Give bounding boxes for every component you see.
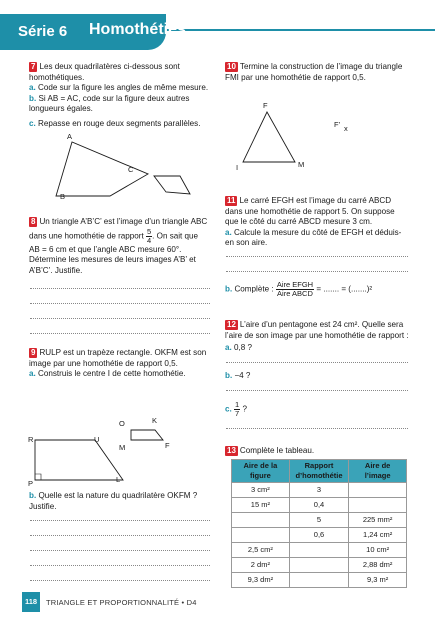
answer-line[interactable] [226,362,408,363]
ex12-b-text: −4 ? [234,371,251,380]
ratio-fraction: $\frac{5}{4}$ [147,226,152,245]
ex12-a-text: 0,8 ? [234,343,253,353]
answer-line[interactable] [30,318,210,319]
table-row [232,482,407,497]
table-header: Rapport d’homothétie [289,460,349,483]
table-cell[interactable]: 2,88 dm² [349,557,407,572]
ex9-intro: RULP est un trapèze rectangle. OKFM est son image par une homothétie de rapport 0,5. [29,348,207,368]
ex12-text: L’aire d’un pentagone est 24 cm². Quelle sera l’aire de son image par une homothétie de rapport : [225,320,409,340]
ex8-line5: A’B’C’. Justifie. [29,265,83,275]
table-cell[interactable]: 9,3 dm² [232,572,290,587]
exercise-13 [225,446,314,457]
ex7-b-text: Si AB = AC, code sur la figure deux autres longueurs égales. [29,93,190,114]
table-cell[interactable]: 1,24 cm² [349,527,407,542]
table-row [232,572,407,587]
answer-line[interactable] [30,288,210,289]
point-x-mark: x [344,124,348,133]
table-cell[interactable] [349,497,407,512]
exercise-number: 13 [227,446,236,455]
ex7-a-text: Code sur la figure les angles de même mesure. [38,83,209,93]
ex9-b-label: b. [29,491,37,500]
ex11-text: Le carré EFGH est l’image du carré ABCD dans une homothétie de rapport 5. On suppose que le côté du carré ABCD mesure 3 cm. [225,196,395,227]
answer-line[interactable] [226,256,408,257]
ex9-a-label: a. [29,369,36,379]
header-rule [166,29,435,31]
ex10-figure [225,100,415,180]
ex7-c-label: c. [29,118,36,128]
point-K-label: K [152,416,158,425]
ex12-b-label: b. [225,371,233,380]
page-title: Homothéties [89,21,186,38]
answer-line[interactable] [226,390,408,391]
table-cell[interactable]: 3 [289,482,349,497]
ex12-c-tail: ? [242,404,247,414]
ex11-b-text: Complète : [234,284,274,294]
ex11-a-label: a. [225,227,232,237]
page-number: 118 [22,592,40,612]
table-cell[interactable] [289,542,349,557]
ex7-a-label: a. [29,83,36,93]
table-cell[interactable] [232,512,290,527]
table-header: Aire de l’image [349,460,407,483]
exercise-number: 11 [227,196,236,205]
point-P-label: P [28,479,34,488]
exercise-number: 12 [227,320,236,329]
table-cell[interactable]: 10 cm² [349,542,407,557]
table-cell[interactable]: 2 dm² [232,557,290,572]
ex9-b-text: Quelle est la nature du quadrilatère OKFM ? Justifie. [29,491,198,511]
point-M-label: M [298,160,305,169]
table-cell[interactable]: 9,3 m² [349,572,407,587]
area-ratio-fraction: $\frac{\text{Aire EFGH}}{\text{Aire ABCD}}$ [276,280,314,298]
table-row [232,542,407,557]
table-cell[interactable] [289,557,349,572]
answer-line[interactable] [30,535,210,536]
table-cell[interactable] [289,572,349,587]
point-O-label: O [119,419,125,428]
ex12-question-b [225,371,250,382]
exercise-12 [225,320,410,354]
answer-line[interactable] [30,580,210,581]
table-cell[interactable]: 225 mm² [349,512,407,527]
point-U-label: U [94,435,100,444]
exercise-8 [29,217,211,276]
ex8-line4: Détermine les mesures de leurs images A’B’ et [29,255,196,265]
ex11-a-text: Calcule la mesure du côté de EFGH et déduis-en son aire. [225,227,402,248]
table-cell[interactable]: 0,6 [289,527,349,542]
ex12-question-c [225,401,247,418]
table-row [232,497,407,512]
exercise-number: 9 [31,348,36,357]
point-F-label: F [263,101,268,110]
answer-line[interactable] [30,303,210,304]
ex7-c-text: Repasse en rouge deux segments parallèles. [38,118,201,128]
homothety-table [231,459,407,588]
ex11-b-tail[interactable]: = ....... = (.......)² [316,284,373,294]
ex11-b-label: b. [225,284,233,294]
point-A-label: A [67,132,73,141]
point-L-label: L [116,475,121,484]
point-I-label: I [236,163,239,172]
answer-line[interactable] [30,520,210,521]
table-cell[interactable]: 15 m² [232,497,290,512]
table-cell[interactable]: 2,5 cm² [232,542,290,557]
answer-line[interactable] [226,271,408,272]
exercise-7 [29,62,211,129]
ex8-line1: Un triangle A’B’C’ est l’image d’un triangle ABC [39,217,208,226]
table-row [232,512,407,527]
ex10-text: Termine la construction de l’image du triangle FMI par une homothétie de rapport 0,5. [225,62,403,82]
table-cell[interactable]: 0,4 [289,497,349,512]
table-cell[interactable]: 5 [289,512,349,527]
table-header: Aire de la figure [232,460,290,483]
ex9-question-b [29,491,211,512]
answer-line[interactable] [30,565,210,566]
answer-line[interactable] [30,333,210,334]
exercise-number: 8 [31,217,36,226]
exercise-number: 7 [31,62,36,71]
point-C-label: C [128,165,134,174]
ex7-figure [30,128,210,208]
exercise-9 [29,348,211,380]
answer-line[interactable] [226,428,408,429]
point-F-label: F [165,441,170,450]
point-Fprime-label: F’ [334,120,341,129]
ex7-intro: Les deux quadrilatères ci-dessous sont homothétiques. [29,62,180,82]
ex7-b-label: b. [29,93,37,103]
footer-text: TRIANGLE ET PROPORTIONNALITÉ • D4 [46,598,197,607]
table-row [232,527,407,542]
ex8-line3: AB = 6 cm et que l’angle ABC mesure 60°. [29,244,182,254]
ex12-c-label: c. [225,404,232,414]
ex13-text: Complète le tableau. [239,446,315,455]
exercise-11 [225,196,410,249]
table-cell[interactable] [232,527,290,542]
ex8-line2b: . On sait que [152,231,199,241]
table-cell[interactable]: 3 cm² [232,482,290,497]
series-label: Série 6 [18,23,68,40]
exercise-10 [225,62,410,83]
answer-line[interactable] [30,550,210,551]
point-B-label: B [60,192,66,201]
ex11-question-b [225,281,410,298]
point-M-label: M [119,443,126,452]
ex9-a-text: Construis le centre I de cette homothétie. [38,369,186,379]
ex12-a-label: a. [225,343,232,353]
ratio-fraction: $\frac{1}{7}$ [235,400,240,418]
point-R-label: R [28,435,34,444]
table-row [232,557,407,572]
ex8-line2a: dans une homothétie de rapport [29,231,144,241]
table-cell[interactable] [349,482,407,497]
exercise-number: 10 [227,62,236,71]
